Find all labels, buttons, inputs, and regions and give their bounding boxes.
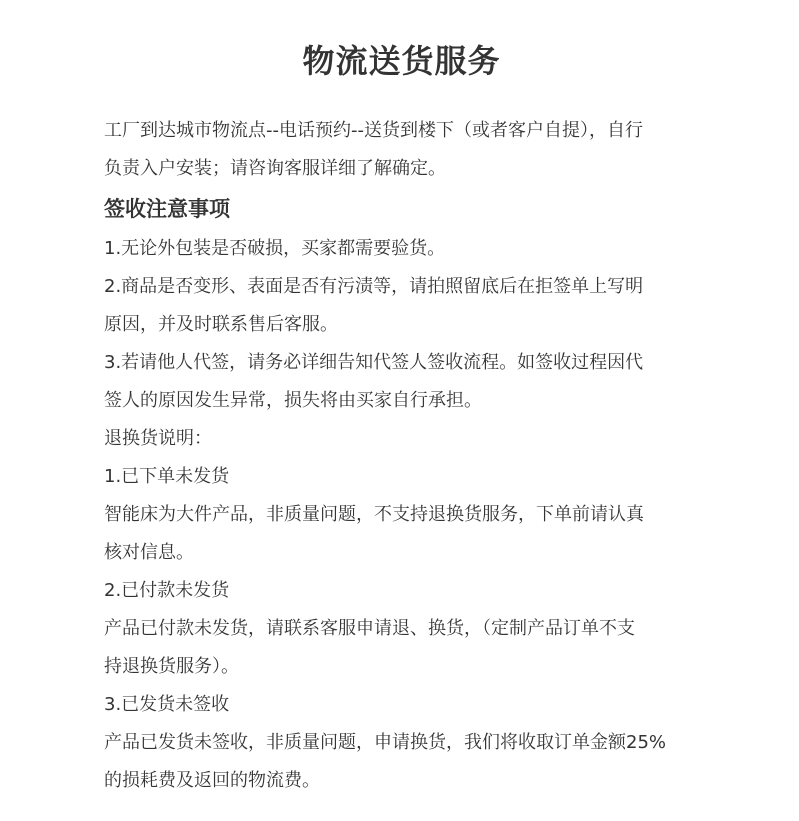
text-line: 2.商品是否变形、表面是否有污渍等，请拍照留底后在拒签单上写明 bbox=[104, 276, 644, 297]
notice-body bbox=[104, 230, 699, 800]
intro-line: 负责入户安装；请咨询客服详细了解确定。 bbox=[104, 158, 446, 179]
text-line: 的损耗费及返回的物流费。 bbox=[104, 770, 320, 791]
intro-paragraph bbox=[104, 112, 699, 188]
text-line: 产品已付款未发货，请联系客服申请退、换货，（定制产品订单不支 bbox=[104, 618, 635, 639]
section-heading: 签收注意事项 bbox=[104, 197, 230, 221]
text-line: 签人的原因发生异常，损失将由买家自行承担。 bbox=[104, 390, 482, 411]
text-line: 持退换货服务）。 bbox=[104, 656, 239, 677]
text-line: 3.若请他人代签，请务必详细告知代签人签收流程。如签收过程因代 bbox=[104, 352, 644, 373]
text-line: 2.已付款未发货 bbox=[104, 580, 230, 601]
text-line: 3.已发货未签收 bbox=[104, 694, 230, 715]
text-line: 核对信息。 bbox=[104, 542, 194, 563]
text-line: 原因，并及时联系售后客服。 bbox=[104, 314, 338, 335]
return-policy-heading: 退换货说明： bbox=[104, 428, 212, 449]
text-line: 1.无论外包装是否破损，买家都需要验货。 bbox=[104, 238, 446, 259]
text-line: 智能床为大件产品，非质量问题，不支持退换货服务，下单前请认真 bbox=[104, 504, 644, 525]
text-line: 1.已下单未发货 bbox=[104, 466, 230, 487]
text-line: 产品已发货未签收，非质量问题，申请换货，我们将收取订单金额25% bbox=[104, 732, 667, 753]
intro-line: 工厂到达城市物流点--电话预约--送货到楼下（或者客户自提），自行 bbox=[104, 120, 643, 141]
page-title: 物流送货服务 bbox=[302, 42, 501, 80]
